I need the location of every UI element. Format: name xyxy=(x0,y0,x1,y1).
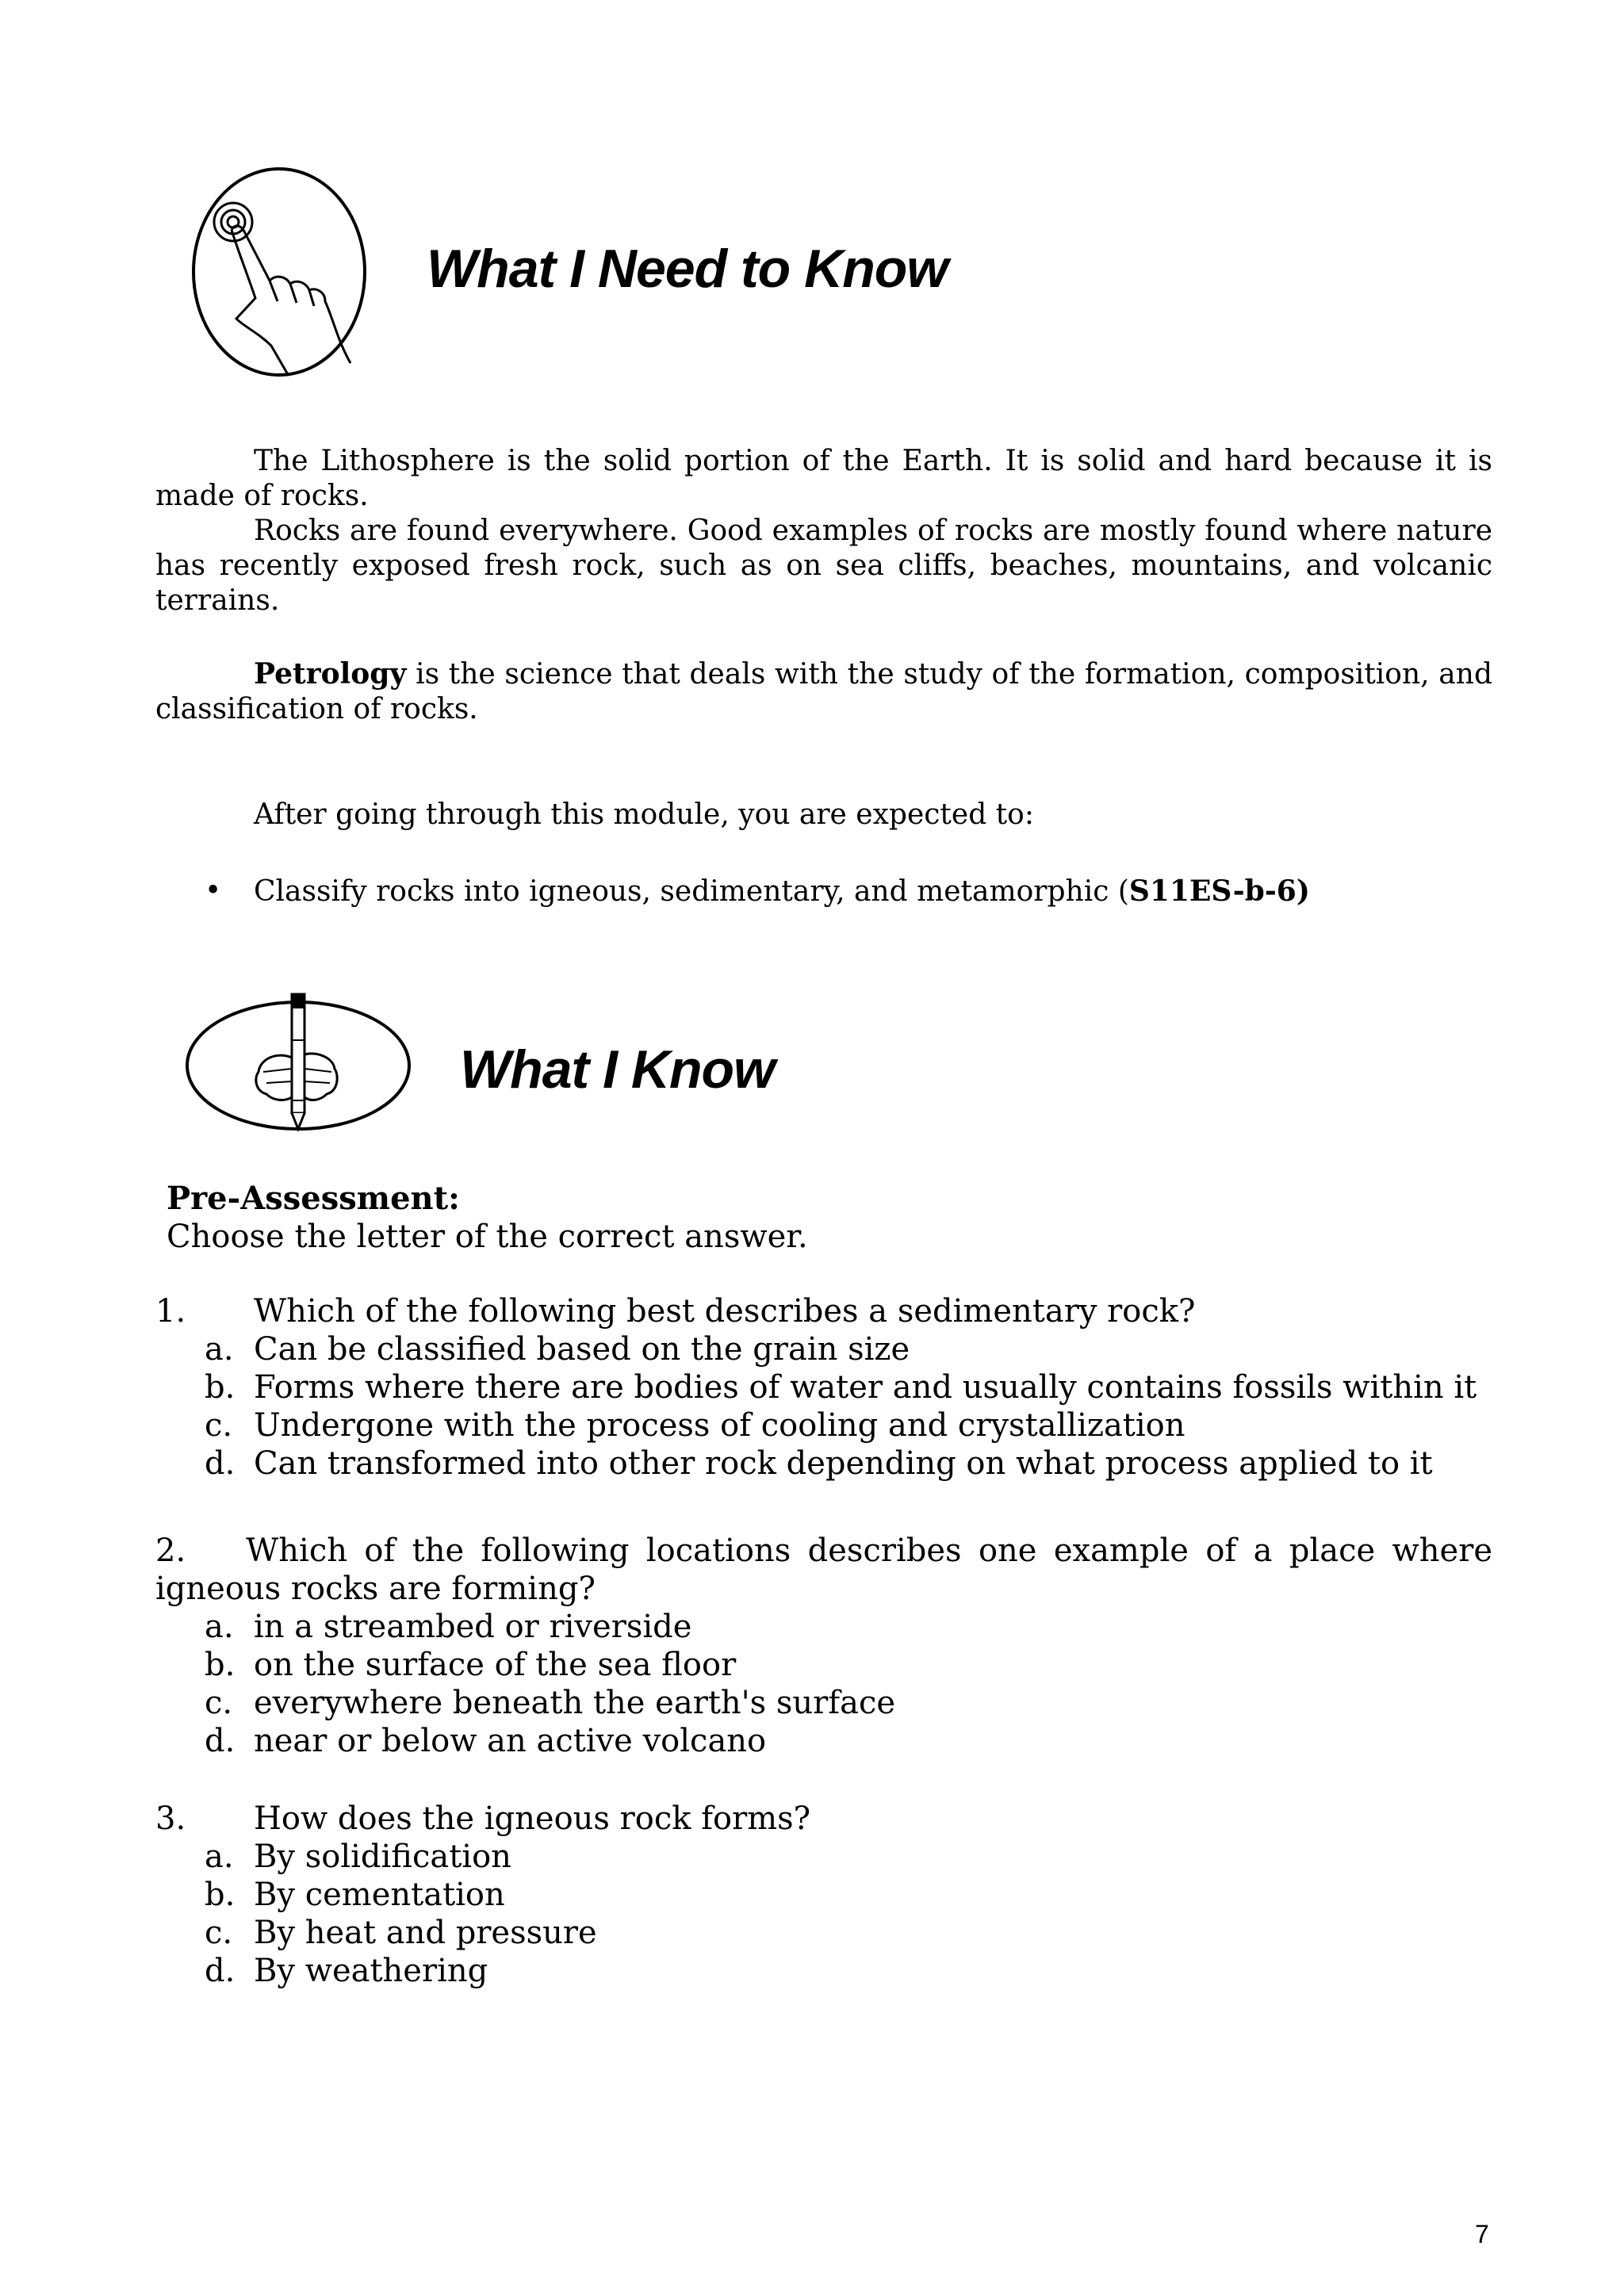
pointing-hand-icon xyxy=(189,163,370,381)
question-2 xyxy=(155,1532,1492,1608)
competency-code: S11ES-b-6) xyxy=(1128,874,1310,908)
question-number: 1. xyxy=(155,1293,186,1330)
paragraph-lithosphere: The Lithosphere is the solid portion of the Earth. It is solid and hard because it is made of rocks. xyxy=(155,445,1492,512)
page-number: 7 xyxy=(1475,2220,1489,2248)
paragraph-petrology: Petrology is the science that deals with the study of the formation, composition, and classification of rocks. xyxy=(155,657,1492,725)
pre-assessment-label: Pre-Assessment: xyxy=(167,1180,460,1217)
question-text: Which of the following locations describes one example of a place where igneous rocks are forming? xyxy=(155,1533,1492,1607)
question-number: 3. xyxy=(155,1800,186,1837)
objective-text: Classify rocks into igneous, sedimentary, and metamorphic ( xyxy=(254,875,1129,908)
section-title-what-i-know: What I Know xyxy=(460,1039,775,1100)
pre-assessment-instruction: Choose the letter of the correct answer. xyxy=(167,1219,808,1255)
section-title-what-i-need-to-know: What I Need to Know xyxy=(427,239,948,299)
paragraph-expectations: After going through this module, you are expected to: xyxy=(254,798,1034,831)
question-number: 2. xyxy=(155,1533,186,1569)
question-text: How does the igneous rock forms? xyxy=(254,1800,811,1837)
petrology-term: Petrology xyxy=(254,657,407,691)
question-text: Which of the following best describes a sedimentary rock? xyxy=(254,1293,1196,1330)
hand-holding-pencil-icon xyxy=(184,989,412,1132)
bullet-icon: • xyxy=(205,874,222,907)
paragraph-rocks: Rocks are found everywhere. Good examples of rocks are mostly found where nature has recently exposed fresh rock, such as on sea cliffs, beaches, mountains, and volcanic terrains. xyxy=(155,515,1492,617)
